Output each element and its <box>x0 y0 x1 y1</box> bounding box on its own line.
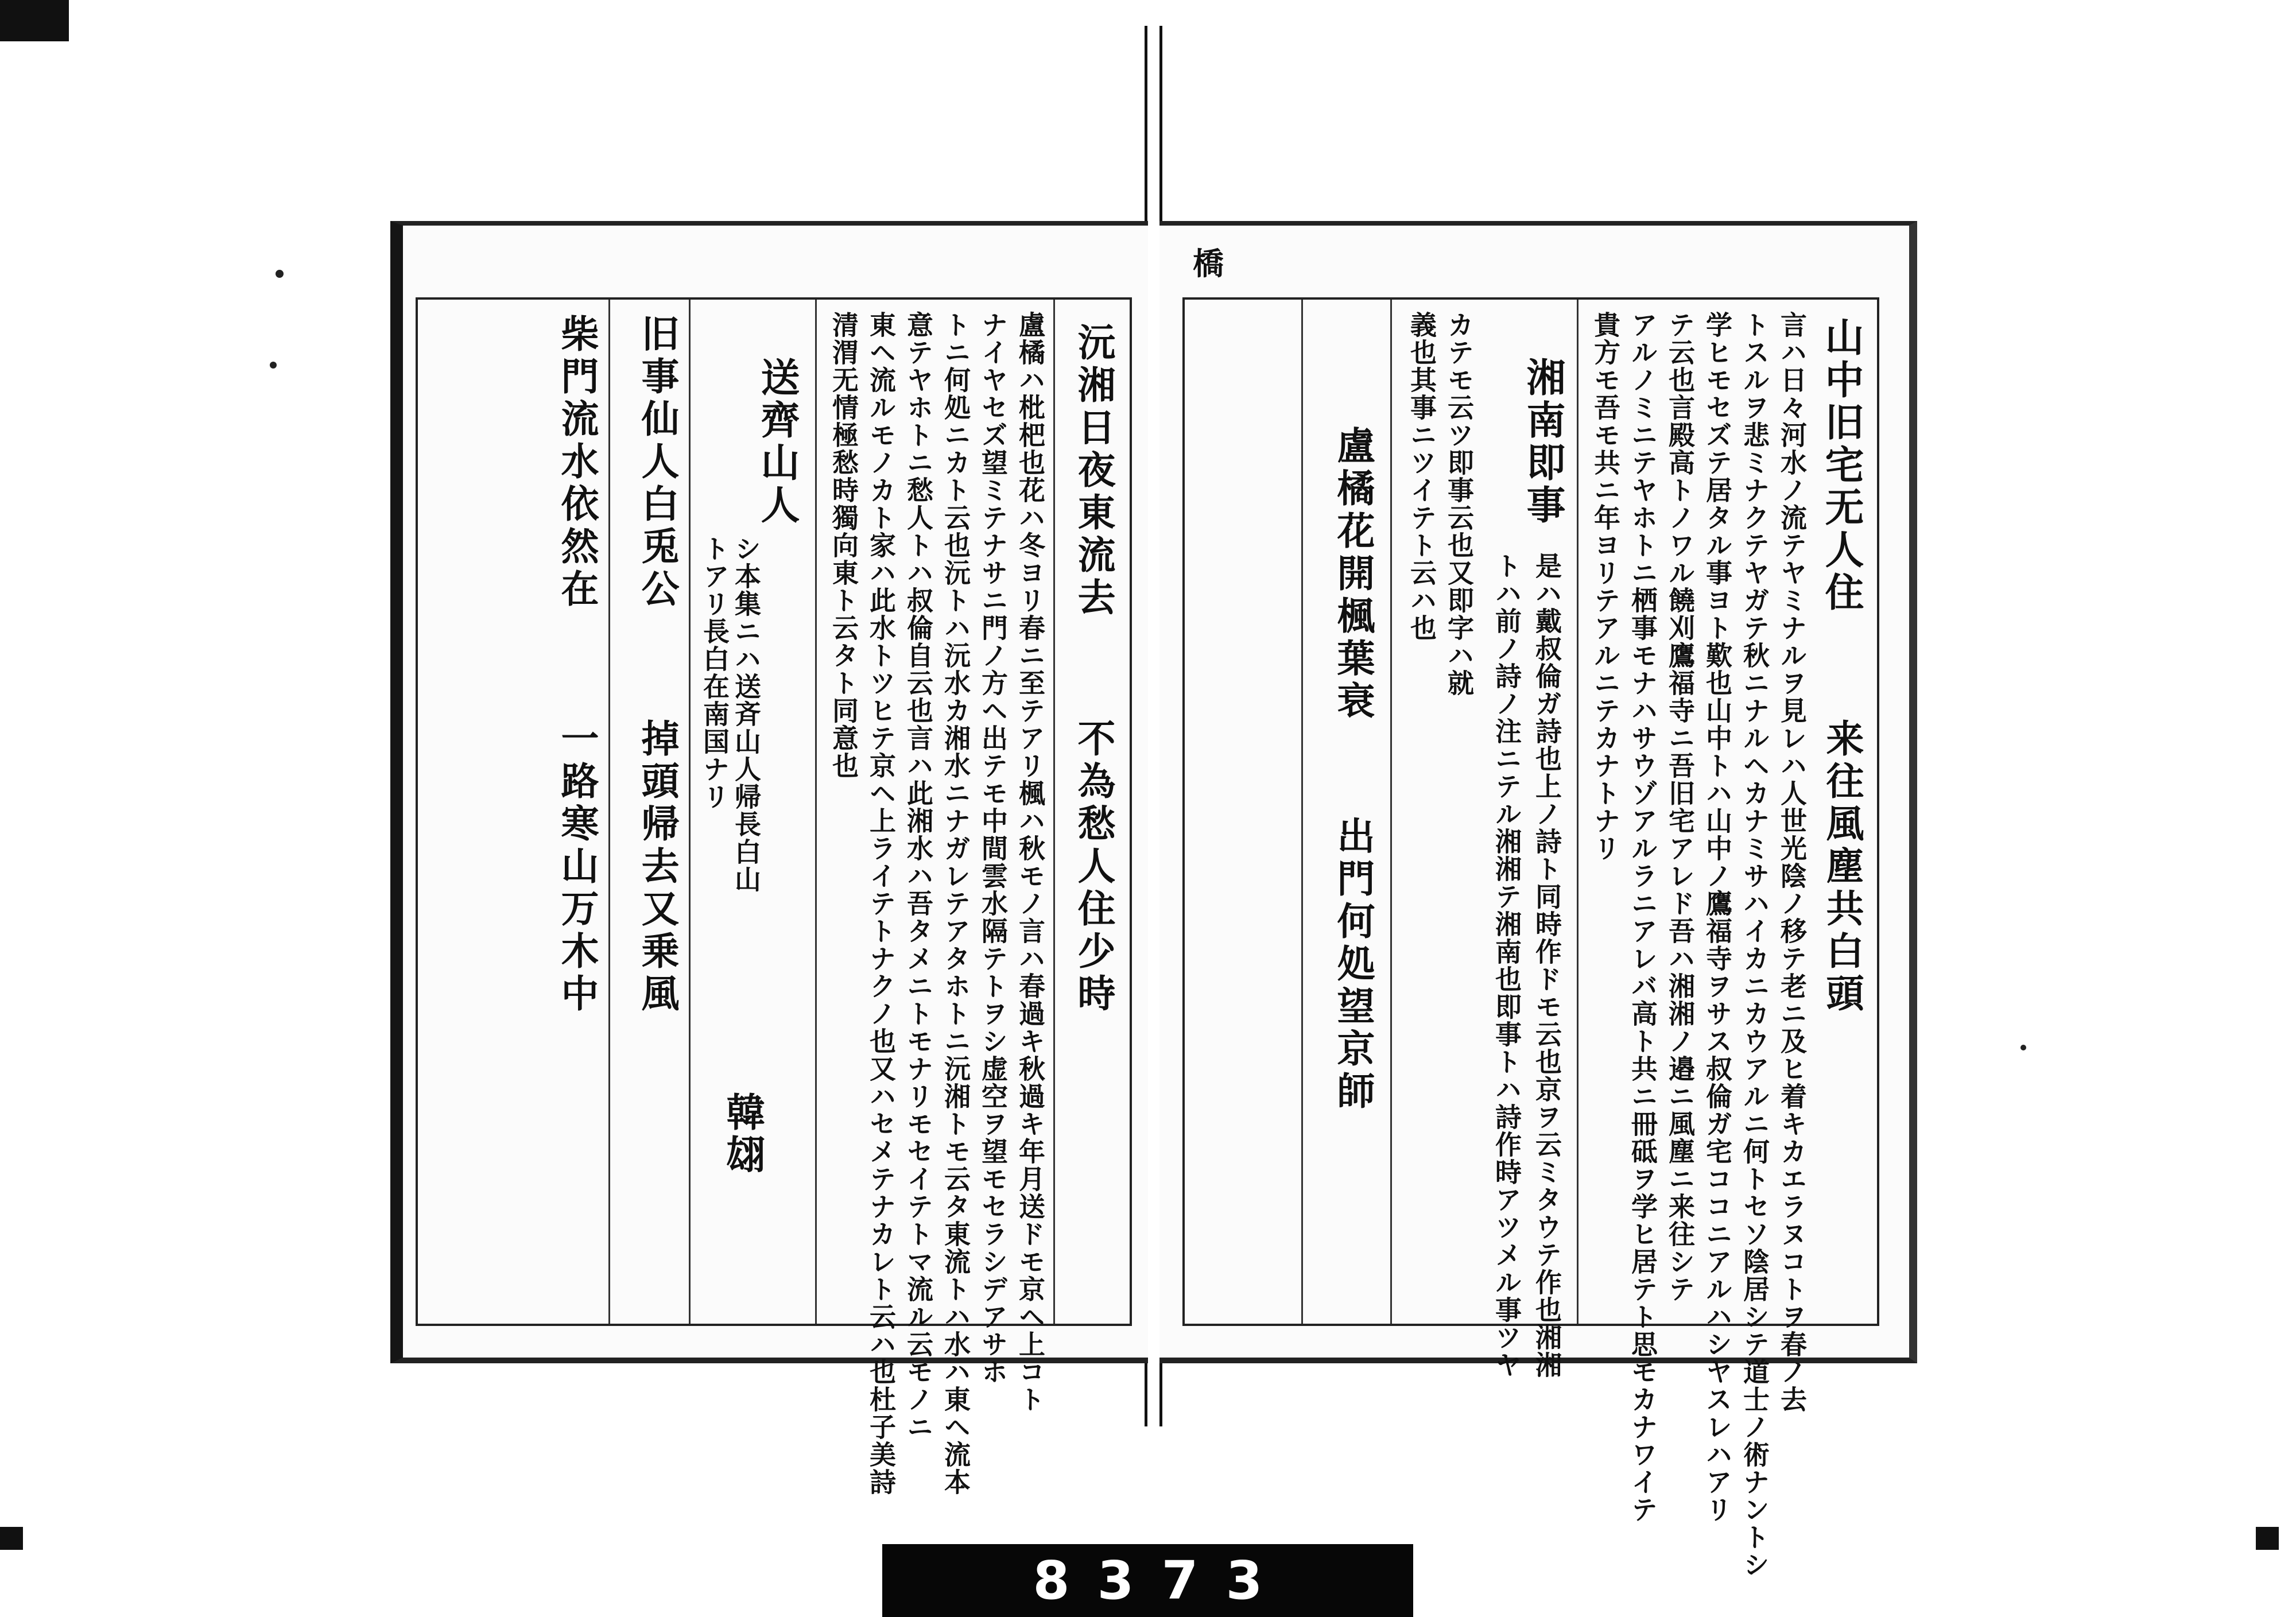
commentary-line: テ云也言殿高トノワル饒刈鷹福寺ニ吾旧宅アレド吾ハ湘湘ノ邉ニ風塵ニ来往シテ <box>1665 311 1696 1303</box>
poem-title: 山中旧宅无人住 <box>1818 317 1864 614</box>
poem-line: 掉頭帰去又乗風 <box>635 719 680 1016</box>
accession-number-stamp <box>882 1544 1413 1617</box>
commentary-line: 東ヘ流ルモノカト家ハ此水トツヒテ京ヘ上ライテトナクノ也又ハセメテナカレト云ハ也杜子美詩 <box>866 311 897 1496</box>
corner-mark-top-left <box>0 0 69 41</box>
page-header-char: 橋 <box>1193 245 1224 282</box>
commentary-line: 意テヤホトニ愁人トハ叔倫自云也言ハ此湘水ハ吾タメニトモナリモセイテトマ流ル云モノニ <box>903 311 934 1441</box>
right-page <box>1159 221 1917 1579</box>
book <box>390 221 1917 1579</box>
right-page-frame <box>1182 297 1879 1579</box>
accession-number: 8373 <box>1033 1550 1290 1611</box>
ink-speck <box>2020 1045 2026 1050</box>
commentary-line: 盧橘ハ枇杷也花ハ冬ヨリ春ニ至テアリ楓ハ秋モノ言ハ春過キ秋過キ年月送ドモ京ヘ上コト <box>1015 311 1046 1413</box>
column-rule <box>1053 300 1055 1324</box>
poem-title: 送齊山人 <box>754 357 800 527</box>
left-page-frame <box>416 297 1132 1496</box>
commentary-line: ナイヤセズ望ミテナサニ門ノ方ヘ出テモ中間雲水隔テトヲシ虚空ヲ望モセラシデアサホ <box>978 311 1009 1386</box>
poem-author: 韓翃 <box>720 1092 766 1177</box>
corner-mark-bottom-right <box>2256 1527 2279 1550</box>
commentary-line: 貴方モ吾モ共ニ年ヨリテアルニテカナトナリ <box>1590 311 1621 862</box>
left-page <box>390 221 1148 1496</box>
column-rule <box>689 300 691 1324</box>
column-rule <box>1301 300 1303 1324</box>
corner-mark-bottom-left <box>0 1527 23 1550</box>
column-rule <box>815 300 817 1324</box>
commentary-line: トスルヲ悲ミナクテヤガテ秋ニナルヘカナミサハイカニカウアルニ何トセソ陰居シテ道士ノ術ナントシ <box>1739 311 1770 1579</box>
commentary-line: 是ハ戴叔倫ガ詩也上ノ詩ト同時作ドモ云也京ヲ云ミタウテ作也湘湘 <box>1531 552 1562 1379</box>
commentary-line: 清渭无情極愁時獨向東ト云タト同意也 <box>828 311 859 780</box>
ink-speck <box>276 270 284 278</box>
column-rule <box>608 300 610 1324</box>
commentary-line: アルノミニテヤホトニ栖事モナハサウゾアルラニアレバ高ト共ニ冊砥ヲ学ヒ居テト思モカナワイテ <box>1627 311 1658 1523</box>
poem-line: 来往風塵共白頭 <box>1820 719 1864 1016</box>
commentary-line: 学ヒモセズテ居タル事ヨト歎也山中トハ山中ノ鷹福寺ヲサス叔倫ガ宅ココニアルハシヤスレハアリ <box>1702 311 1733 1523</box>
poem-line: 柴門流水依然在 <box>554 314 599 611</box>
ink-speck <box>270 362 277 369</box>
poem-title: 湘南即事 <box>1520 357 1566 527</box>
poem-line: 沅湘日夜東流去 <box>1071 323 1116 620</box>
poem-line: 一路寒山万木中 <box>554 719 599 1016</box>
poem-note: シ本集ニハ送斉山人帰長白山 <box>731 535 762 893</box>
column-rule <box>1390 300 1392 1324</box>
commentary-line: 義也其事ニツイテト云ハ也 <box>1406 311 1437 642</box>
poem-line: 旧事仙人白兎公 <box>635 314 680 611</box>
poem-note: トアリ長白在南国ナリ <box>699 535 730 811</box>
poem-line: 不為愁人住少時 <box>1071 719 1116 1016</box>
poem-line: 出門何処望京師 <box>1331 816 1375 1114</box>
column-rule <box>1577 300 1578 1324</box>
commentary-line: カテモ云ツ即事云也又即字ハ就 <box>1444 311 1475 697</box>
commentary-line: 言ハ日々河水ノ流テヤミナルヲ見レハ人世光陰ノ移テ老ニ及ヒ着キカエラヌコトヲ春ノ去 <box>1777 311 1808 1413</box>
commentary-line: トニ何処ニカト云也沅トハ沅水カ湘水ニナガレテアタホトニ沅湘トモ云タ東流トハ水ハ東ヘ流本 <box>940 311 971 1496</box>
commentary-line: トハ前ノ詩ノ注ニテル湘湘テ湘南也即事トハ詩作時アツメル事ツヤ <box>1491 552 1522 1379</box>
poem-line: 盧橘花開楓葉衰 <box>1331 426 1375 723</box>
